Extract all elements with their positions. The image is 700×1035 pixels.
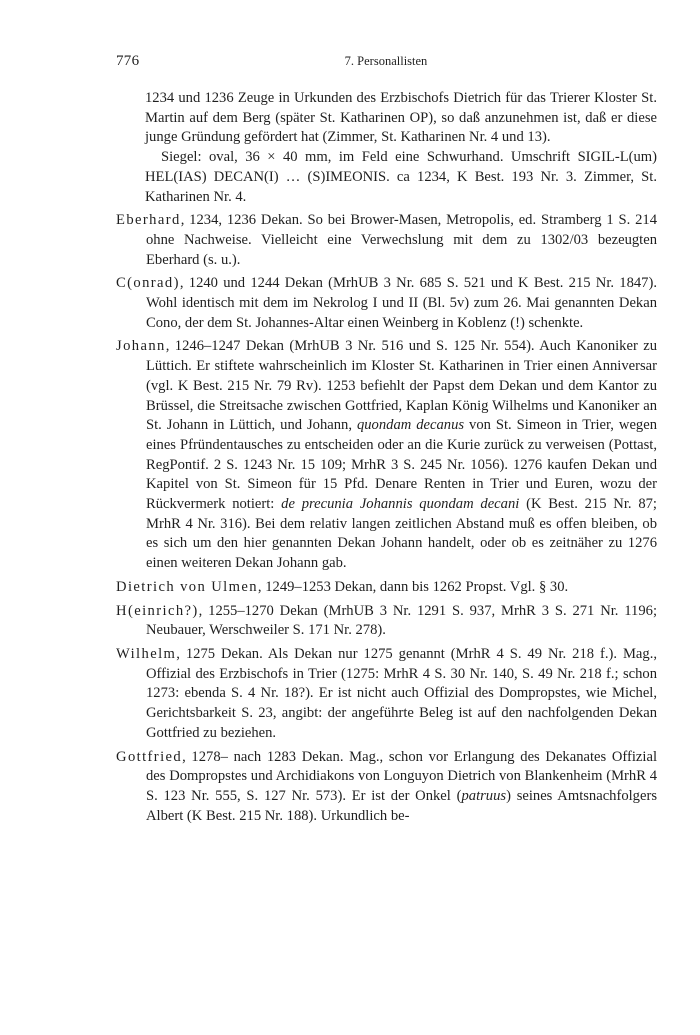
entry-name: C(onrad)	[116, 275, 180, 292]
entry-name: Eberhard	[116, 212, 181, 229]
entry-name: Gottfried	[116, 748, 183, 765]
running-head: 7. Personallisten	[344, 54, 428, 68]
entry-text: (K Best. 215 Nr. 87; MrhR 4 Nr. 316). Bei dem relativ langen zeitlichen Abstand muß es offen bleiben, ob es sich um den hier genannten Dekan Johann handelt, oder ob es zeitnäher zu 1276 einen weiteren Dekan Johann gab.	[146, 496, 657, 572]
entry-eberhard	[116, 211, 657, 270]
entry-text: , 1246–1247 Dekan (MrhUB 3 Nr. 516 und S. 125 Nr. 554). Auch Kanoniker zu Lüttich. Er stiftete wahrscheinlich im Kloster St. Katharinen in Trier einen Anniversar (vgl. K Best. 215 Nr. 79 Rv). 1253 befiehlt der Papst dem Dekan und dem Kantor zu Brüssel, die Streitsache zwischen Gottfried, Kaplan König Wilhelms und Kanoniker an St. Johann in Lüttich, und Johann,	[146, 338, 657, 434]
entry-text: , 1275 Dekan. Als Dekan nur 1275 genannt (MrhR 4 S. 49 Nr. 218 f.). Mag., Offizial des Erzbischofs in Trier (1275: MrhR 4 S. 30 Nr. 140, S. 49 Nr. 218 f.; schon 1273: ebenda S. 4 Nr. 18?). Er ist nicht auch Offizial des Dompropstes, wie Michel, Gerichtsbarkeit S. 23, angibt: der angeführte Beleg ist auf den nachfolgenden Dekan Gottfried zu beziehen.	[146, 645, 657, 741]
entry-gottfried	[116, 748, 657, 827]
entry-name: Wilhelm	[116, 645, 177, 662]
entry-text: ) seines Amtsnachfolgers Albert (K Best. 215 Nr. 188). Urkundlich be-	[146, 787, 657, 824]
entry-johann	[116, 337, 657, 573]
entry-text: von St. Simeon in Trier, wegen eines Pfründentausches zu entscheiden oder an die Kurie zurück zu verweisen (Pottast, RegPontif. 2 S. 1243 Nr. 15 109; MrhR 3 S. 245 Nr. 1056). 1276 kaufen Dekan und Kapitel von St. Simeon für 15 Pfd. Denare Renten in Trier und Euren, wozu der Rückvermerk notiert:	[146, 417, 658, 513]
entry-name: Johann	[116, 338, 166, 355]
entry-text: , 1249–1253 Dekan, dann bis 1262 Propst. Vgl. § 30.	[257, 578, 569, 595]
entry-wilhelm	[116, 645, 657, 744]
page-body	[116, 89, 657, 830]
entry-name: H(einrich?)	[116, 602, 199, 619]
entry-name: Dietrich von Ulmen	[116, 578, 258, 595]
entry-italic-text: quondam decanus	[356, 417, 465, 434]
entry-text: , 1278– nach 1283 Dekan. Mag., schon vor Erlangung des Dekanates Offizial des Dompropstes und Archidiakons von Longuyon Dietrich von Blankenheim (MrhR 4 S. 123 Nr. 555, S. 127 Nr. 573). Er ist der Onkel (	[146, 748, 657, 804]
entry-italic-text: de precunia Johannis quondam decani	[281, 496, 520, 513]
page-number: 776	[116, 53, 140, 69]
paragraph-seal: Siegel: oval, 36 × 40 mm, im Feld eine Schwurhand. Umschrift SIGIL-L(um) HEL(IAS) DECAN(I) … (S)IMEONIS. ca 1234, K Best. 193 Nr. 3. Zimmer, St. Katharinen Nr. 4.	[145, 149, 657, 205]
entry-text: , 1255–1270 Dekan (MrhUB 3 Nr. 1291 S. 937, MrhR 3 S. 271 Nr. 1196; Neubauer, Werschweiler S. 171 Nr. 278).	[146, 602, 657, 639]
entry-italic-text: patruus	[461, 787, 507, 804]
entry-conrad	[116, 274, 657, 333]
entry-heinrich	[116, 602, 657, 641]
entry-dietrich	[116, 578, 657, 598]
entry-text: , 1240 und 1244 Dekan (MrhUB 3 Nr. 685 S. 521 und K Best. 215 Nr. 1847). Wohl identisch mit dem im Nekrolog I und II (Bl. 5v) zum 26. Mai genannten Dekan Cono, der dem St. Johannes-Altar einen Weinberg in Koblenz (!) schenkte.	[146, 275, 657, 331]
entry-text: , 1234, 1236 Dekan. So bei Brower-Masen, Metropolis, ed. Stramberg 1 S. 214 ohne Nachweise. Vielleicht eine Verwechslung mit dem zu 1302/03 bezeugten Eberhard (s. u.).	[146, 212, 657, 268]
paragraph-continuation: 1234 und 1236 Zeuge in Urkunden des Erzbischofs Dietrich für das Trierer Kloster St. Martin auf dem Berg (später St. Katharinen OP), so daß anzunehmen ist, daß er diese junge Gründung gefördert hat (Zimmer, St. Katharinen Nr. 4 und 13).	[145, 90, 657, 146]
page-header	[116, 53, 656, 73]
